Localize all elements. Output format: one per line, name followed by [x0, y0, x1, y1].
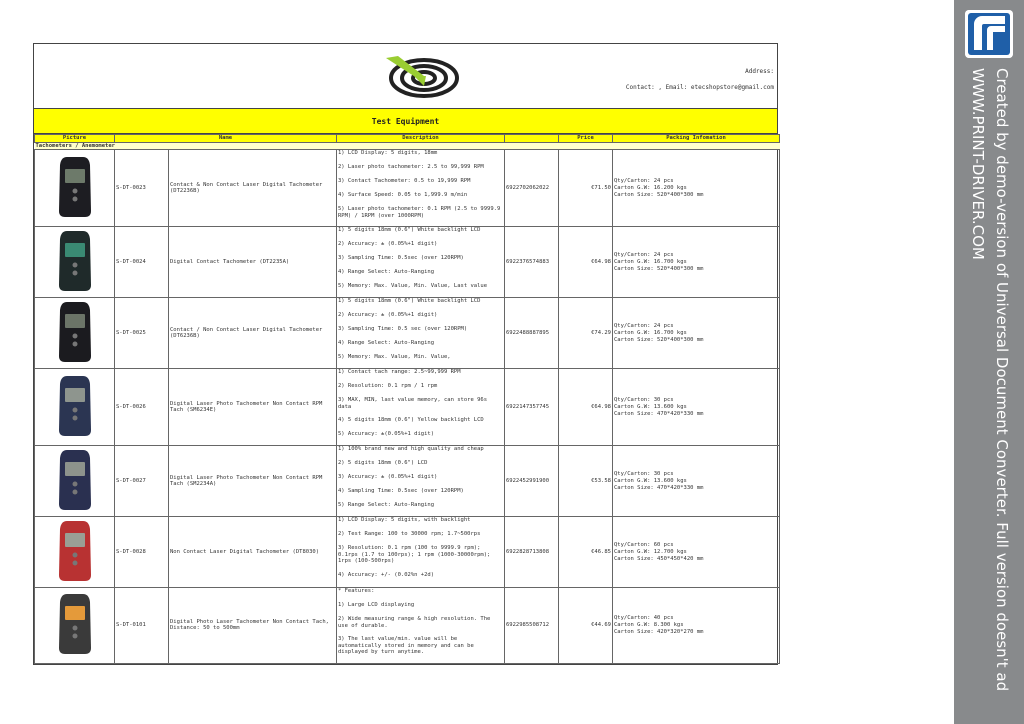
packing-line: Qty/Carton: 24 pcs — [614, 322, 674, 329]
description-line: 3) Accuracy: ± (0.05%+1 digit) — [338, 474, 438, 480]
product-price: €74.29 — [559, 298, 613, 369]
contact-label: Contact: , Email: etecshopstore@gmail.com — [625, 84, 774, 91]
product-picture — [35, 517, 115, 588]
product-picture — [35, 588, 115, 664]
product-barcode: 6922452991900 — [505, 446, 559, 517]
product-description — [337, 227, 505, 298]
description-line: 3) Resolution: 0.1 rpm (100 to 9999.9 rpm); 0.1rps (1.7 to 100rps); 1 rpm (1000-30000rpm); 1rps (100-500rps) — [338, 545, 491, 564]
col-header-price: Price — [559, 135, 613, 143]
product-description — [337, 369, 505, 446]
tachometer-image — [57, 592, 93, 656]
product-description — [337, 588, 505, 664]
packing-line: Carton G.W: 13.600 kgs — [614, 403, 687, 410]
description-line: 2) Accuracy: ± (0.05%+1 digit) — [338, 241, 438, 247]
product-barcode: 6922702062022 — [505, 150, 559, 227]
description-line: 1) LCD Display: 5 digits, 18mm — [338, 150, 438, 156]
description-line: 3) The last value/min. value will be automatically stored in memory and can be displayed by turn anytime. — [338, 636, 474, 655]
description-line: 4) Sampling Time: 0.5sec (over 120RPM) — [338, 488, 464, 494]
product-picture — [35, 446, 115, 517]
description-line: 4) 5 digits 18mm (0.6") Yellow backlight LCD — [338, 417, 484, 423]
product-price: €64.98 — [559, 369, 613, 446]
packing-line: Carton G.W: 16.700 kgs — [614, 329, 687, 336]
packing-line: Carton Size: 520*400*300 mm — [614, 191, 704, 198]
table-header-row — [35, 135, 780, 143]
product-sku: S-DT-0026 — [115, 369, 169, 446]
packing-line: Qty/Carton: 40 pcs — [614, 614, 674, 621]
product-name: Digital Laser Photo Tachometer Non Contact RPM Tach (SM6234E) — [169, 369, 337, 446]
packing-line: Carton Size: 450*450*420 mm — [614, 555, 704, 562]
product-price: €71.50 — [559, 150, 613, 227]
description-line: 2) Resolution: 0.1 rpm / 1 rpm — [338, 383, 438, 389]
tachometer-image — [57, 300, 93, 364]
description-line: 1) 100% brand new and high quality and cheap — [338, 446, 484, 452]
product-picture — [35, 150, 115, 227]
description-line: 3) MAX, MIN, last value memory, can store 96s data — [338, 397, 488, 410]
product-name: Digital Contact Tachometer (DT2235A) — [169, 227, 337, 298]
description-line: 2) Test Range: 100 to 30000 rpm; 1.7~500rps — [338, 531, 481, 537]
packing-line: Carton Size: 470*420*330 mm — [614, 410, 704, 417]
table-row — [35, 369, 780, 446]
watermark-line-2: WWW.PRINT-DRIVER.COM — [969, 68, 987, 260]
product-packing — [613, 517, 780, 588]
description-line: 2) Wide measuring range & high resolution. The use of durable. — [338, 616, 491, 629]
product-barcode: 6922985508712 — [505, 588, 559, 664]
product-picture — [35, 227, 115, 298]
description-line: 4) Range Select: Auto-Ranging — [338, 269, 435, 275]
table-row — [35, 298, 780, 369]
description-line: 1) 5 digits 18mm (0.6") White backlight LCD — [338, 298, 481, 304]
description-line: 4) Accuracy: +/- (0.02%n +2d) — [338, 571, 435, 578]
converter-logo-icon — [965, 10, 1013, 58]
packing-line: Carton Size: 420*320*270 mm — [614, 628, 704, 635]
packing-line: Qty/Carton: 60 pcs — [614, 541, 674, 548]
address-label: Address: — [745, 68, 774, 75]
product-barcode: 6922488887895 — [505, 298, 559, 369]
table-row — [35, 446, 780, 517]
description-line: 4) Surface Speed: 0.05 to 1,999.9 m/min — [338, 192, 468, 198]
product-barcode: 6922147357745 — [505, 369, 559, 446]
description-line: 3) Sampling Time: 0.5sec (over 120RPM) — [338, 255, 464, 261]
description-line: 1) Large LCD displaying — [338, 602, 415, 608]
tachometer-image — [57, 155, 93, 219]
packing-line: Qty/Carton: 24 pcs — [614, 177, 674, 184]
description-line: 1) LCD Display: 5 digits, with backlight — [338, 517, 471, 523]
description-line: 3) Contact Tachometer: 0.5 to 19,999 RPM — [338, 178, 471, 184]
product-barcode: 6922376574883 — [505, 227, 559, 298]
arrow-target-logo — [384, 54, 459, 99]
packing-line: Carton G.W: 16.200 kgs — [614, 184, 687, 191]
col-header-barcode — [505, 135, 559, 143]
category-row — [35, 143, 780, 150]
description-line: 3) Sampling Time: 0.5 sec (over 120RPM) — [338, 326, 468, 332]
product-description — [337, 150, 505, 227]
tachometer-image — [57, 374, 93, 438]
product-price: €44.69 — [559, 588, 613, 664]
product-sku: S-DT-0025 — [115, 298, 169, 369]
product-name: Non Contact Laser Digital Tachometer (DT8030) — [169, 517, 337, 588]
product-description — [337, 298, 505, 369]
description-line: 5) Memory: Max. Value, Min. Value, Last value — [338, 283, 488, 289]
product-table — [34, 134, 780, 664]
table-row — [35, 150, 780, 227]
product-sku: S-DT-0028 — [115, 517, 169, 588]
product-packing — [613, 227, 780, 298]
tachometer-image — [57, 519, 93, 583]
description-line: 2) 5 digits 18mm (0.6") LCD — [338, 460, 428, 466]
description-line: 5) Laser photo tachometer: 0.1 RPM (2.5 to 9999.9 RPM) / 1RPM (over 1000RPM) — [338, 206, 501, 219]
packing-line: Carton G.W: 16.700 kgs — [614, 258, 687, 265]
product-packing — [613, 446, 780, 517]
col-header-packing: Packing Infomation — [613, 135, 780, 143]
packing-line: Qty/Carton: 30 pcs — [614, 470, 674, 477]
description-line: 1) 5 digits 18mm (0.6") White backlight LCD — [338, 227, 481, 233]
packing-line: Carton Size: 520*400*300 mm — [614, 265, 704, 272]
description-line: 5) Memory: Max. Value, Min. Value, — [338, 354, 451, 360]
description-line: 1) Contact tach range: 2.5~99,999 RPM — [338, 369, 461, 375]
description-line: * Features: — [338, 588, 375, 594]
packing-line: Carton Size: 470*420*330 mm — [614, 484, 704, 491]
table-row — [35, 588, 780, 664]
description-line: 4) Range Select: Auto-Ranging — [338, 340, 435, 346]
watermark-text — [966, 68, 1014, 691]
packing-line: Qty/Carton: 24 pcs — [614, 251, 674, 258]
product-packing — [613, 298, 780, 369]
category-label: Tachometers / Anemometer — [35, 143, 780, 150]
description-line: 5) Range Select: Auto-Ranging — [338, 502, 435, 508]
packing-line: Carton G.W: 12.700 kgs — [614, 548, 687, 555]
col-header-name: Name — [115, 135, 337, 143]
product-description — [337, 446, 505, 517]
product-name: Digital Laser Photo Tachometer Non Contact RPM Tach (SM2234A) — [169, 446, 337, 517]
tachometer-image — [57, 448, 93, 512]
product-description — [337, 517, 505, 588]
product-price: €53.58 — [559, 446, 613, 517]
product-barcode: 6922828713808 — [505, 517, 559, 588]
table-row — [35, 517, 780, 588]
table-row — [35, 227, 780, 298]
packing-line: Carton G.W: 13.600 kgs — [614, 477, 687, 484]
product-packing — [613, 588, 780, 664]
sheet-title: Test Equipment — [34, 109, 777, 134]
col-header-picture: Picture — [35, 135, 115, 143]
product-sku: S-DT-0101 — [115, 588, 169, 664]
col-header-description: Description — [337, 135, 505, 143]
product-packing — [613, 150, 780, 227]
packing-line: Carton G.W: 8.300 kgs — [614, 621, 684, 628]
product-price: €64.98 — [559, 227, 613, 298]
product-packing — [613, 369, 780, 446]
product-name: Digital Photo Laser Tachometer Non Contact Tach, Distance: 50 to 500mm — [169, 588, 337, 664]
product-name: Contact & Non Contact Laser Digital Tachometer (DT2236B) — [169, 150, 337, 227]
product-price: €46.85 — [559, 517, 613, 588]
product-picture — [35, 369, 115, 446]
packing-line: Carton Size: 520*400*300 mm — [614, 336, 704, 343]
watermark-line-1: Created by demo-version of Universal Document Converter. Full version doesn't ad — [993, 68, 1011, 692]
sheet-header — [34, 44, 777, 109]
product-sku: S-DT-0024 — [115, 227, 169, 298]
product-picture — [35, 298, 115, 369]
packing-line: Qty/Carton: 30 pcs — [614, 396, 674, 403]
product-sku: S-DT-0023 — [115, 150, 169, 227]
description-line: 5) Accuracy: ±(0.05%+1 digit) — [338, 431, 435, 437]
price-sheet — [33, 43, 778, 665]
product-name: Contact / Non Contact Laser Digital Tachometer (DT6236B) — [169, 298, 337, 369]
product-sku: S-DT-0027 — [115, 446, 169, 517]
description-line: 2) Laser photo tachometer: 2.5 to 99,999 RPM — [338, 164, 484, 170]
tachometer-image — [57, 229, 93, 293]
description-line: 2) Accuracy: ± (0.05%+1 digit) — [338, 312, 438, 318]
